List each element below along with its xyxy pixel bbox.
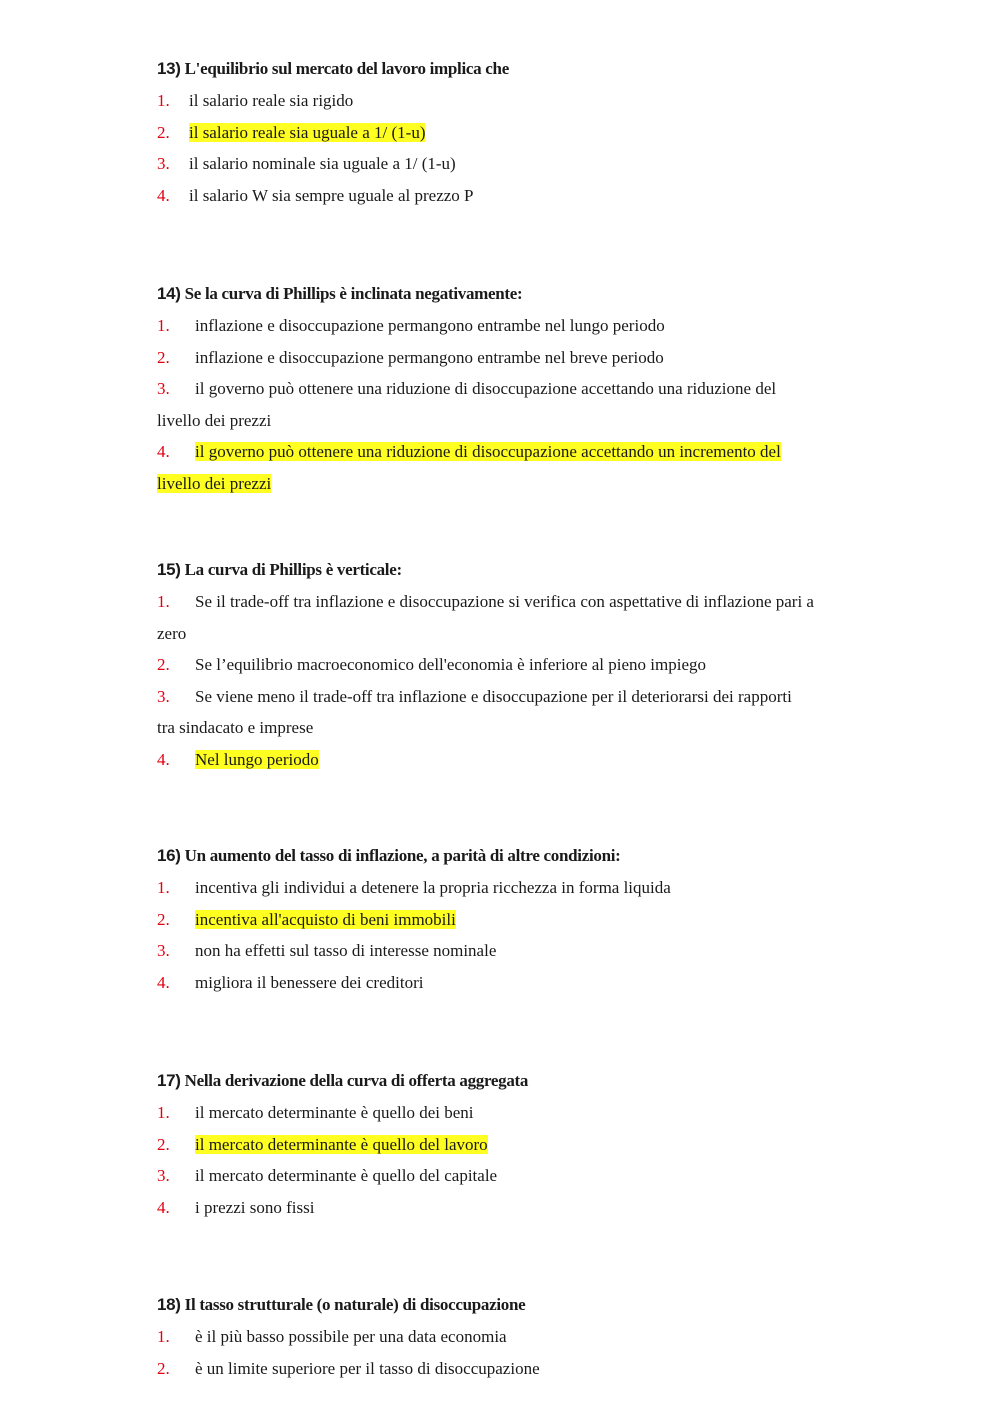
option-number: 1. <box>157 592 170 611</box>
option-number: 1. <box>157 91 170 110</box>
option-number: 1. <box>157 1327 170 1346</box>
question-number: 15) <box>157 560 181 579</box>
option-4-correct <box>157 744 857 776</box>
option-text-highlighted: Nel lungo periodo <box>195 749 319 769</box>
option-text: è il più basso possibile per una data economia <box>195 1327 507 1346</box>
option-4-correct <box>157 436 857 468</box>
question-16 <box>157 840 857 998</box>
option-1 <box>157 310 857 342</box>
option-2 <box>157 649 857 681</box>
option-text-highlighted: il salario reale sia uguale a 1/ (1-u) <box>189 122 426 142</box>
option-1 <box>157 85 857 117</box>
option-number: 3. <box>157 154 170 174</box>
option-number: 4. <box>157 972 170 992</box>
question-17 <box>157 1065 857 1223</box>
option-number: 2. <box>157 655 170 675</box>
option-2 <box>157 342 857 374</box>
question-14 <box>157 278 857 500</box>
question-title <box>157 554 857 586</box>
question-number: 16) <box>157 846 181 865</box>
option-1 <box>157 1097 857 1129</box>
option-4 <box>157 1192 857 1224</box>
option-4 <box>157 180 857 212</box>
question-15 <box>157 554 857 776</box>
option-2 <box>157 1353 857 1385</box>
option-number: 4. <box>157 1197 170 1217</box>
option-text: migliora il benessere dei creditori <box>195 972 424 992</box>
option-text: inflazione e disoccupazione permangono entrambe nel lungo periodo <box>195 316 665 335</box>
option-number: 1. <box>157 878 170 897</box>
question-title <box>157 53 857 85</box>
option-text-highlighted: incentiva all'acquisto di beni immobili <box>195 909 456 929</box>
option-3 <box>157 1160 857 1192</box>
option-text: il mercato determinante è quello del capitale <box>195 1166 498 1186</box>
option-number: 2. <box>157 1134 170 1154</box>
question-title <box>157 1065 857 1097</box>
option-text: il salario nominale sia uguale a 1/ (1-u) <box>189 154 456 174</box>
option-3-continuation <box>157 405 857 437</box>
option-text: inflazione e disoccupazione permangono entrambe nel breve periodo <box>195 347 664 367</box>
question-text: L'equilibrio sul mercato del lavoro implica che <box>184 59 509 78</box>
question-number: 18) <box>157 1295 181 1314</box>
question-title <box>157 1289 857 1321</box>
option-number: 2. <box>157 347 170 367</box>
option-4 <box>157 967 857 999</box>
option-text: Se viene meno il trade-off tra inflazione e disoccupazione per il deteriorarsi dei rapporti <box>195 686 792 706</box>
option-2-correct <box>157 904 857 936</box>
option-number: 2. <box>157 1358 170 1378</box>
option-1 <box>157 586 857 618</box>
option-number: 4. <box>157 749 170 769</box>
option-number: 4. <box>157 185 170 205</box>
option-3-continuation <box>157 712 857 744</box>
option-number: 3. <box>157 686 170 706</box>
option-2-correct <box>157 117 857 149</box>
option-text: il salario reale sia rigido <box>189 91 354 110</box>
option-text: incentiva gli individui a detenere la propria ricchezza in forma liquida <box>195 878 671 897</box>
option-1-continuation <box>157 618 857 650</box>
option-text-highlighted: il governo può ottenere una riduzione di disoccupazione accettando un incremento del <box>195 442 781 462</box>
option-text: il governo può ottenere una riduzione di disoccupazione accettando una riduzione del <box>195 379 777 399</box>
option-number: 3. <box>157 1166 170 1186</box>
option-text: i prezzi sono fissi <box>195 1197 315 1217</box>
option-number: 4. <box>157 442 170 462</box>
question-text: La curva di Phillips è verticale: <box>184 560 402 579</box>
option-4-continuation <box>157 468 857 500</box>
question-13 <box>157 53 857 211</box>
question-18 <box>157 1289 857 1384</box>
question-text: Un aumento del tasso di inflazione, a parità di altre condizioni: <box>184 846 621 865</box>
question-text: Il tasso strutturale (o naturale) di disoccupazione <box>184 1295 526 1314</box>
option-text: Se l’equilibrio macroeconomico dell'economia è inferiore al pieno impiego <box>195 655 706 675</box>
question-title <box>157 840 857 872</box>
option-number: 2. <box>157 909 170 929</box>
option-3 <box>157 935 857 967</box>
option-text: Se il trade-off tra inflazione e disoccupazione si verifica con aspettative di inflazione pari a <box>195 592 814 611</box>
option-text: il mercato determinante è quello dei beni <box>195 1103 474 1122</box>
option-number: 1. <box>157 316 170 335</box>
question-text: Nella derivazione della curva di offerta aggregata <box>184 1071 529 1090</box>
option-text: è un limite superiore per il tasso di disoccupazione <box>195 1358 540 1378</box>
option-number: 2. <box>157 122 170 142</box>
option-3 <box>157 148 857 180</box>
option-text: non ha effetti sul tasso di interesse nominale <box>195 941 497 961</box>
option-3 <box>157 681 857 713</box>
option-text-continuation: tra sindacato e imprese <box>157 718 314 738</box>
option-1 <box>157 872 857 904</box>
option-number: 3. <box>157 941 170 961</box>
question-text: Se la curva di Phillips è inclinata negativamente: <box>184 284 523 303</box>
option-2-correct <box>157 1129 857 1161</box>
question-number: 13) <box>157 59 181 78</box>
option-number: 1. <box>157 1103 170 1122</box>
option-1 <box>157 1321 857 1353</box>
question-title <box>157 278 857 310</box>
option-text-highlighted: il mercato determinante è quello del lavoro <box>195 1134 488 1154</box>
option-text-continuation: zero <box>157 623 187 643</box>
option-text: il salario W sia sempre uguale al prezzo P <box>189 185 474 205</box>
option-number: 3. <box>157 379 170 399</box>
question-number: 14) <box>157 284 181 303</box>
option-text-continuation: livello dei prezzi <box>157 410 272 430</box>
option-text-continuation-highlighted: livello dei prezzi <box>157 473 272 493</box>
option-3 <box>157 373 857 405</box>
question-number: 17) <box>157 1071 181 1090</box>
